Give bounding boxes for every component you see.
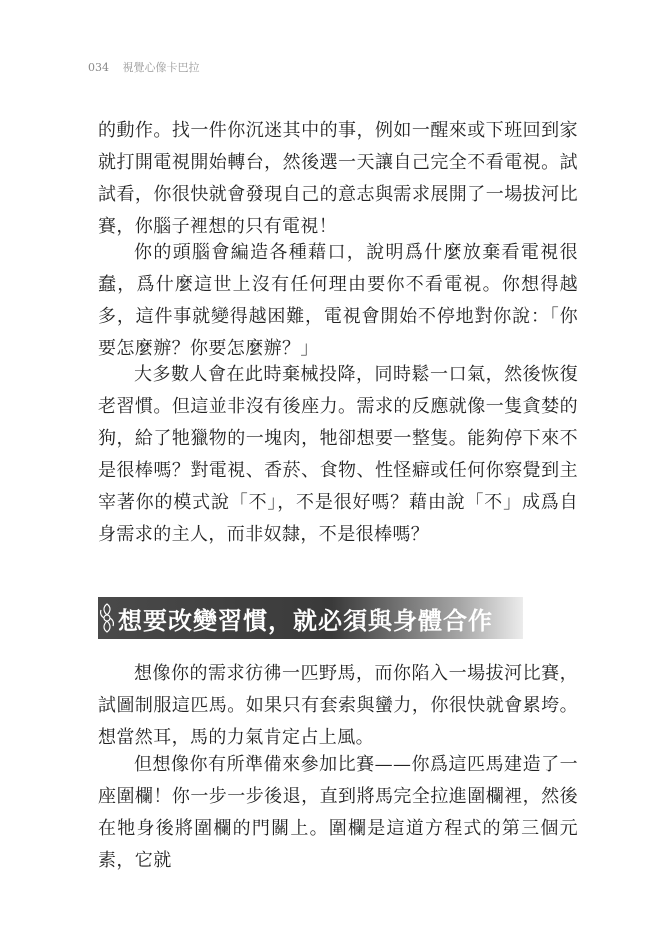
body-paragraph: 大多數人會在此時棄械投降，同時鬆一口氣，然後恢復老習慣。但這並非沒有後座力。需求的反應就像一隻貪婪的狗，給了牠獵物的一塊肉，牠卻想要一整隻。能夠停下來不是很棒嗎？對電視、香菸、食物、性怪癖或任何你察覺到主宰著你的模式說「不」，不是很好嗎？藉由說「不」成爲自身需求的主人，而非奴隸，不是很棒嗎？: [98, 364, 578, 545]
body-paragraph: 想像你的需求彷彿一匹野馬，而你陷入一場拔河比賽，試圖制服這匹馬。如果只有套索與蠻力，你很快就會累垮。想當然耳，馬的力氣肯定占上風。: [98, 663, 578, 748]
body-paragraph: 你的頭腦會編造各種藉口，說明爲什麼放棄看電視很蠢，爲什麼這世上沒有任何理由要你不看電視。你想得越多，這件事就變得越困難，電視會開始不停地對你說：「你要怎麼辦？你要怎麼辦？」: [98, 242, 578, 359]
book-title: 視覺心像卡巴拉: [122, 61, 200, 74]
running-head: [88, 59, 200, 75]
floral-ornament-icon: [98, 597, 116, 639]
page-number: 034: [88, 61, 109, 74]
section-heading-banner: [98, 597, 523, 639]
body-paragraph: 的動作。找一件你沉迷其中的事，例如一醒來或下班回到家就打開電視開始轉台，然後選一天讓自己完全不看電視。試試看，你很快就會發現自己的意志與需求展開了一場拔河比賽，你腦子裡想的只有電視！: [98, 120, 578, 237]
body-paragraph: 但想像你有所準備來參加比賽——你爲這匹馬建造了一座圍欄！你一步一步後退，直到將馬完全拉進圍欄裡，然後在牠身後將圍欄的門關上。圍欄是這道方程式的第三個元素，它就: [98, 754, 578, 871]
section-title: 想要改變習慣，就必須與身體合作: [118, 606, 493, 635]
